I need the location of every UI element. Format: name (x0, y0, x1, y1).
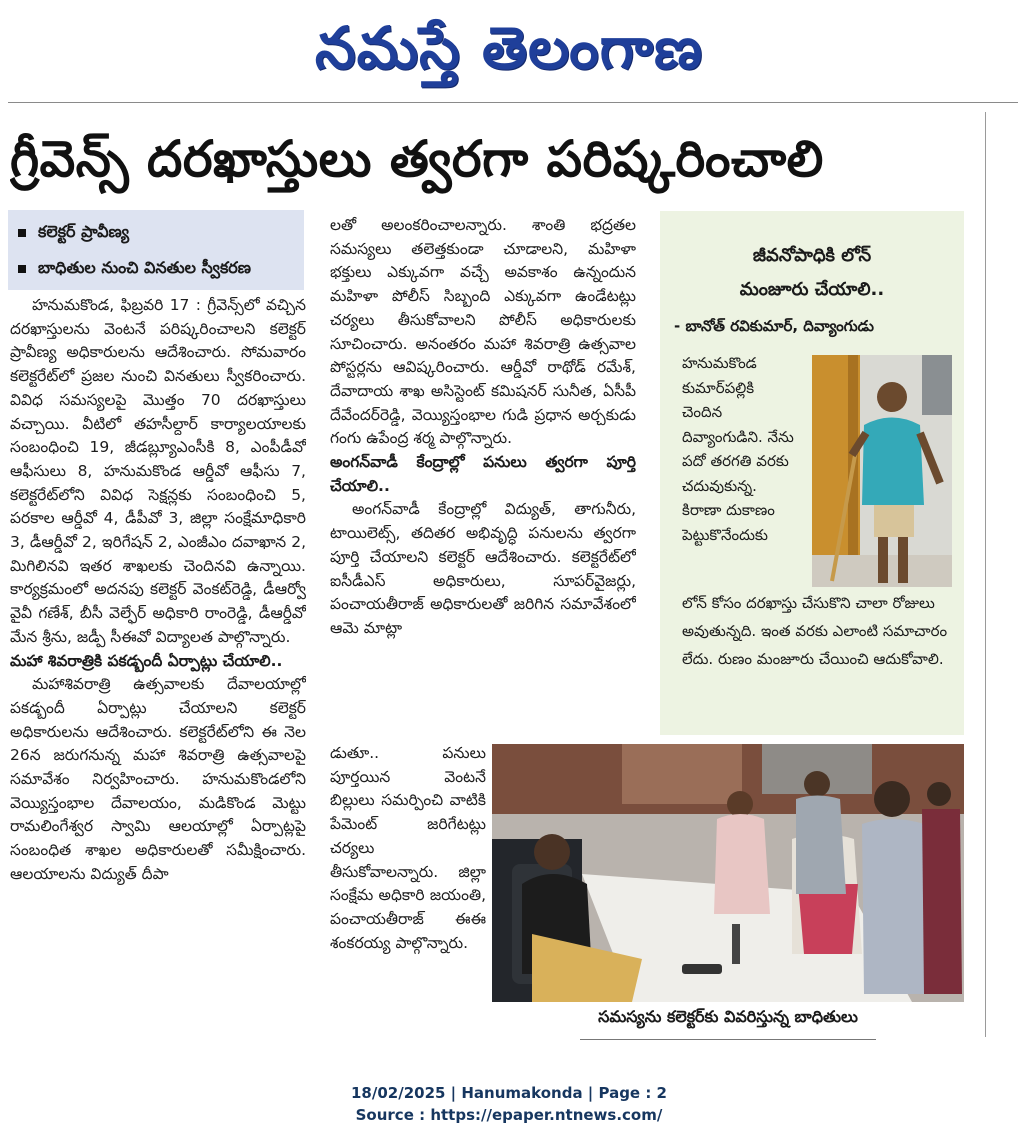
sidebar-text: లోన్ కోసం దరఖాస్తు చేసుకొని చాలా రోజులు అవుతున్నది. ఇంత వరకు ఎలాంటి సమాచారం లేదు. రుణం మంజూరు చేయించి ఆదుకోవాలి. (682, 594, 948, 668)
article-paragraph: హనుమకొండ, ఫిబ్రవరి 17 : గ్రీవెన్స్‌లో వచ్చిన దరఖాస్తులను వెంటనే పరిష్కరించాలని కలెక్టర్ ప్రావీణ్య అధికారులను ఆదేశించారు. సోమవారం కలెక్టరేట్‌లో ప్రజల నుంచి వినతులు స్వీకరించారు. వివిధ సమస్యలపై మొత్తం 70 దరఖాస్తులు వచ్చాయి. వీటిలో తహసీల్దార్ కార్యాలయాలకు సంబంధించి 19, జీడబ్ల్యూఎంసీకి 8, ఎంపీడీవో ఆఫీసులు 8, హనుమకొండ ఆర్డీవో ఆఫీసు 7, కలెక్టరేట్‌లోని వివిధ సెక్షన్లకు సంబంధించి 5, పరకాల ఆర్డీవో 4, డీపీవో 3, జిల్లా సంక్షేమాధికారి 3, డీఆర్డీవో 2, ఇరిగేషన్ 2, ఎంజీఎం దవాఖాన 2, మిగిలినవి ఇతర శాఖలకు చెందినవి ఉన్నాయి. కార్యక్రమంలో అదనపు కలెక్టర్ వెంకట్‌రెడ్డి, డీఆర్వో వైవీ గణేశ్, బీసీ వెల్ఫేర్ అధికారి రాంరెడ్డి, డీఆర్డీవో మేన శ్రీను, జడ్పీ సీఈవో విద్యాలత పాల్గొన్నారు. (10, 296, 306, 646)
meeting-photo (492, 744, 964, 1002)
article-column-2-continued (330, 742, 486, 1012)
article-paragraph: డుతూ.. పనులు పూర్తయిన వెంటనే బిల్లులు సమర్పించి వాటికి పేమెంట్ జరిగేటట్లు చర్యలు తీసుకోవాలన్నారు. జిల్లా సంక్షేమ అధికారి జయంతి, పంచాయతీరాజ్ ఈఈ శంకరయ్య పాల్గొన్నారు. (330, 744, 486, 952)
sidebar-byline: - బానోత్ రవికుమార్, దివ్యాంగుడు (674, 317, 874, 335)
column-divider (985, 112, 986, 1037)
highlight-item: కలెక్టర్ ప్రావీణ్య (18, 222, 129, 245)
sidebar-text: హనుమకొండ కుమార్‌పల్లికి చెందిన దివ్యాంగుడిని. నేను పదో తరగతి వరకు చదువుకున్న. కిరాణా దుకాణం పెట్టుకొనేందుకు (682, 354, 794, 544)
highlight-item: బాధితుల నుంచి వినతుల స్వీకరణ (18, 258, 251, 281)
article-column-2 (330, 214, 636, 742)
headline: గ్రీవెన్స్ దరఖాస్తులు త్వరగా పరిష్కరించాలి (10, 130, 824, 188)
article-paragraph: లతో అలంకరించాలన్నారు. శాంతి భద్రతల సమస్యలు తలెత్తకుండా చూడాలని, మహిళా భక్తులు ఎక్కువగా వచ్చే అవకాశం ఉన్నందున మహిళా పోలీస్ సిబ్బంది ఎక్కువగా ఉండేటట్లు చర్యలు తీసుకోవాలని పోలీస్ అధికారులకు సూచించారు. అనంతరం మహా శివరాత్రి ఉత్సవాల పోస్టర్లను ఆవిష్కరించారు. ఆర్డీవో రాథోడ్ రమేశ్, దేవాదాయ శాఖ అసిస్టెంట్ కమిషనర్ సునీత, ఏసీపీ దేవేందర్‌రెడ్డి, వెయ్యిస్తంభాల గుడి ప్రధాన అర్చకుడు గంగు ఉపేంద్ర శర్మ పాల్గొన్నారు. (330, 216, 636, 448)
highlights-box (8, 210, 304, 290)
article-column-1 (10, 294, 306, 1044)
photo-caption: సమస్యను కలెక్టర్‌కు వివరిస్తున్న బాధితులు (598, 1007, 858, 1026)
masthead-logo: నమస్తే తెలంగాణ (315, 14, 703, 82)
footer-date-location: 18/02/2025 | Hanumakonda | Page : 2 (350, 1084, 667, 1102)
bullet-icon (18, 265, 26, 273)
masthead-divider (8, 102, 1018, 103)
article-paragraph: అంగన్‌వాడీ కేంద్రాల్లో విద్యుత్, తాగునీరు, టాయిలెట్స్, తదితర అభివృద్ధి పనులను త్వరగా పూర్తి చేయాలని కలెక్టర్ ఆదేశించారు. కలెక్టరేట్‌లో ఐసీడీఎస్ అధికారులు, సూపర్‌వైజర్లు, పంచాయతీరాజ్ అధికారులతో జరిగిన సమావేశంలో ఆమె మాట్లా (330, 500, 636, 637)
article-subheading: అంగన్‌వాడీ కేంద్రాల్లో పనులు త్వరగా పూర్తి చేయాలి.. (330, 453, 636, 495)
page-footer (0, 1082, 1018, 1126)
footer-source: Source : https://epaper.ntnews.com/ (355, 1106, 663, 1124)
bullet-icon (18, 229, 26, 237)
caption-underline (580, 1039, 876, 1040)
article-paragraph: మహాశివరాత్రి ఉత్సవాలకు దేవాలయాల్లో పకడ్బందీ ఏర్పాట్లు చేయాలని కలెక్టర్ అధికారులను ఆదేశించారు. కలెక్టరేట్‌లోని ఈ నెల 26న జరుగనున్న మహా శివరాత్రి ఉత్సవాలపై సమావేశం నిర్వహించారు. హనుమకొండలోని వెయ్యిస్తంభాల దేవాలయం, మడికొండ మెట్టు రామలింగేశ్వర స్వామి ఆలయాల్లో ఏర్పాట్లపై సంబంధిత శాఖల అధికారులతో సమీక్షించారు. ఆలయాలను విద్యుత్ దీపా (10, 675, 306, 883)
article-subheading: మహా శివరాత్రికి పకడ్బందీ ఏర్పాట్లు చేయాలి.. (10, 651, 283, 670)
sidebar-title: జీవనోపాధికి లోన్ మంజూరు చేయాలి.. (739, 245, 885, 300)
masthead (0, 8, 1018, 88)
person-photo (812, 355, 952, 587)
